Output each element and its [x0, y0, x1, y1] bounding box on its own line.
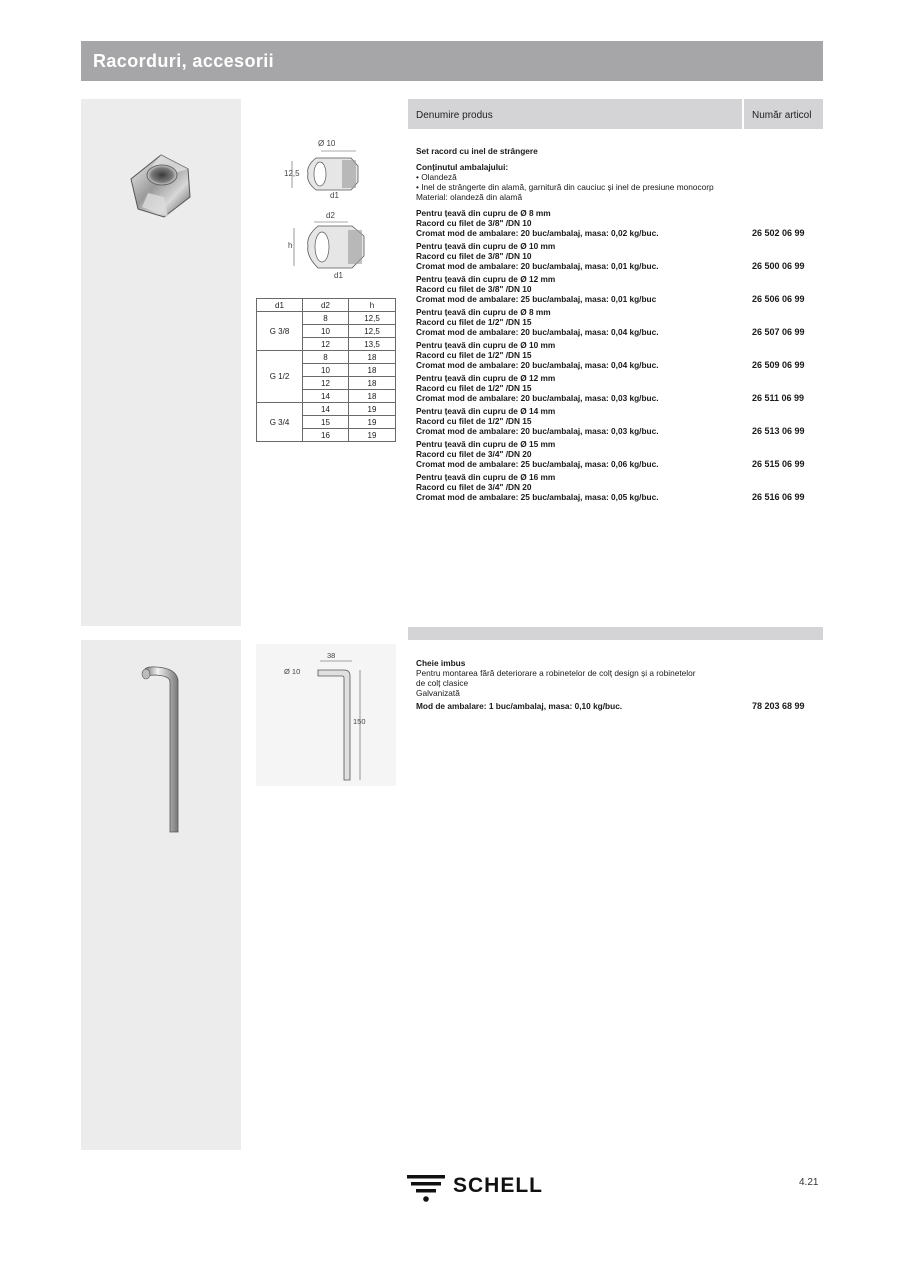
product-block-compression-set: [416, 146, 816, 502]
page-number: 4.21: [799, 1177, 819, 1188]
column-header-article-label: Număr articol: [752, 110, 812, 121]
item-pipe: Pentru țeavă din cupru de Ø 8 mm: [416, 307, 551, 317]
column-header-article: [744, 99, 823, 129]
table-cell: 18: [349, 390, 396, 403]
article-number: 26 507 06 99: [752, 327, 805, 337]
item-thread: Racord cu filet de 1/2" /DN 15: [416, 350, 532, 360]
nut-technical-drawing: [276, 136, 396, 286]
table-cell: 19: [349, 416, 396, 429]
list-item: [416, 307, 816, 337]
table-cell: 12: [303, 377, 349, 390]
article-number: 26 500 06 99: [752, 261, 805, 271]
table-cell: 10: [303, 364, 349, 377]
item-pipe: Pentru țeavă din cupru de Ø 10 mm: [416, 241, 556, 251]
item-pack: Cromat mod de ambalare: 20 buc/ambalaj, masa: 0,03 kg/buc.: [416, 393, 659, 403]
section-header: [81, 41, 823, 81]
thread-size-cell: G 1/2: [257, 351, 303, 403]
table-cell: 18: [349, 364, 396, 377]
contents-bullet: • Olandeză: [416, 172, 457, 182]
item-pipe: Pentru țeavă din cupru de Ø 15 mm: [416, 439, 556, 449]
table-row: [257, 403, 396, 416]
description-line: Pentru montarea fără deteriorare a robinetelor de colț design și a robinetelor: [416, 668, 696, 678]
column-header-name: [408, 99, 742, 129]
drawing-d1-label-bottom: d1: [334, 271, 343, 280]
list-item: [416, 241, 816, 271]
article-number: 78 203 68 99: [752, 701, 805, 711]
drawing-d1-label-top: d1: [330, 191, 339, 200]
table-header-cell: h: [349, 299, 396, 312]
table-cell: 18: [349, 351, 396, 364]
table-cell: 8: [303, 351, 349, 364]
article-number: 26 516 06 99: [752, 492, 805, 502]
item-thread: Racord cu filet de 3/4" /DN 20: [416, 482, 532, 492]
item-pack: Cromat mod de ambalare: 25 buc/ambalaj, masa: 0,05 kg/buc.: [416, 492, 659, 502]
section-title: Racorduri, accesorii: [93, 51, 275, 71]
item-thread: Racord cu filet de 1/2" /DN 15: [416, 317, 532, 327]
list-item: [416, 373, 816, 403]
item-thread: Racord cu filet de 3/8" /DN 10: [416, 251, 532, 261]
list-item: [416, 472, 816, 502]
drawing-d2-label: d2: [326, 211, 335, 220]
description-line: de colț clasice: [416, 678, 469, 688]
item-pack: Mod de ambalare: 1 buc/ambalaj, masa: 0,10 kg/buc.: [416, 701, 623, 711]
product-title: Set racord cu inel de strângere: [416, 146, 538, 156]
item-pack: Cromat mod de ambalare: 20 buc/ambalaj, masa: 0,03 kg/buc.: [416, 426, 659, 436]
item-pipe: Pentru țeavă din cupru de Ø 14 mm: [416, 406, 556, 416]
item-pipe: Pentru țeavă din cupru de Ø 8 mm: [416, 208, 551, 218]
table-cell: 12: [303, 338, 349, 351]
item-pack: Cromat mod de ambalare: 20 buc/ambalaj, masa: 0,02 kg/buc.: [416, 228, 659, 238]
article-number: 26 506 06 99: [752, 294, 805, 304]
product-title: Cheie imbus: [416, 658, 466, 668]
hex-key-technical-drawing: [256, 644, 396, 786]
article-number: 26 511 06 99: [752, 393, 805, 403]
table-header-cell: d2: [303, 299, 349, 312]
item-pipe: Pentru țeavă din cupru de Ø 10 mm: [416, 340, 556, 350]
item-pipe: Pentru țeavă din cupru de Ø 16 mm: [416, 472, 556, 482]
hex-key-photo: [136, 664, 186, 836]
logo-text: SCHELL: [453, 1174, 543, 1197]
item-pipe: Pentru țeavă din cupru de Ø 12 mm: [416, 373, 556, 383]
contents-bullet: • Inel de strângerte din alamă, garnitură din cauciuc și inel de presiune monocorp: [416, 182, 714, 192]
drawing-h-label: h: [288, 241, 293, 250]
table-cell: 8: [303, 312, 349, 325]
table-cell: 16: [303, 429, 349, 442]
table-cell: 12,5: [349, 312, 396, 325]
item-pack: Cromat mod de ambalare: 20 buc/ambalaj, masa: 0,04 kg/buc.: [416, 360, 659, 370]
key-length-label: 150: [353, 717, 366, 726]
description-line: Galvanizată: [416, 688, 460, 698]
item-thread: Racord cu filet de 1/2" /DN 15: [416, 416, 532, 426]
list-item: [416, 439, 816, 469]
item-pack: Cromat mod de ambalare: 25 buc/ambalaj, masa: 0,01 kg/buc: [416, 294, 657, 304]
item-thread: Racord cu filet de 3/8" /DN 10: [416, 218, 532, 228]
list-item: [416, 701, 816, 711]
table-header-row: [257, 299, 396, 312]
material-text: Material: olandeză din alamă: [416, 192, 523, 202]
contents-label: Conținutul ambalajului:: [416, 162, 509, 172]
column-header-name-label: Denumire produs: [416, 110, 493, 121]
product-image-panel: [81, 99, 241, 626]
table-cell: 14: [303, 390, 349, 403]
list-item: [416, 274, 816, 304]
schell-logo: [407, 1172, 543, 1209]
item-thread: Racord cu filet de 3/8" /DN 10: [416, 284, 532, 294]
key-dia-label: Ø 10: [284, 667, 301, 676]
product-image-panel-2: [81, 640, 241, 1150]
article-number: 26 509 06 99: [752, 360, 805, 370]
item-thread: Racord cu filet de 1/2" /DN 15: [416, 383, 532, 393]
product-block-hex-key: [416, 658, 816, 711]
table-header-cell: d1: [257, 299, 303, 312]
item-pipe: Pentru țeavă din cupru de Ø 12 mm: [416, 274, 556, 284]
table-cell: 14: [303, 403, 349, 416]
item-pack: Cromat mod de ambalare: 25 buc/ambalaj, masa: 0,06 kg/buc.: [416, 459, 659, 469]
list-item: [416, 406, 816, 436]
drawing-height-label: 12,5: [284, 169, 300, 178]
thread-size-cell: G 3/8: [257, 312, 303, 351]
table-row: [257, 312, 396, 325]
item-pack: Cromat mod de ambalare: 20 buc/ambalaj, masa: 0,04 kg/buc.: [416, 327, 659, 337]
table-cell: 18: [349, 377, 396, 390]
item-thread: Racord cu filet de 3/4" /DN 20: [416, 449, 532, 459]
dimensions-table: [256, 298, 396, 442]
drawing-dia-label: Ø 10: [318, 139, 336, 148]
table-cell: 12,5: [349, 325, 396, 338]
table-cell: 15: [303, 416, 349, 429]
article-number: 26 502 06 99: [752, 228, 805, 238]
table-cell: 10: [303, 325, 349, 338]
logo-mark-icon: [407, 1172, 447, 1204]
compression-nut-photo: [128, 153, 194, 219]
table-cell: 19: [349, 429, 396, 442]
table-cell: 13,5: [349, 338, 396, 351]
list-item: [416, 208, 816, 238]
key-width-label: 38: [327, 651, 336, 660]
thread-size-cell: G 3/4: [257, 403, 303, 442]
section-separator: [408, 627, 823, 640]
article-number: 26 515 06 99: [752, 459, 805, 469]
item-pack: Cromat mod de ambalare: 20 buc/ambalaj, masa: 0,01 kg/buc.: [416, 261, 659, 271]
article-number: 26 513 06 99: [752, 426, 805, 436]
list-item: [416, 340, 816, 370]
table-cell: 19: [349, 403, 396, 416]
table-row: [257, 351, 396, 364]
